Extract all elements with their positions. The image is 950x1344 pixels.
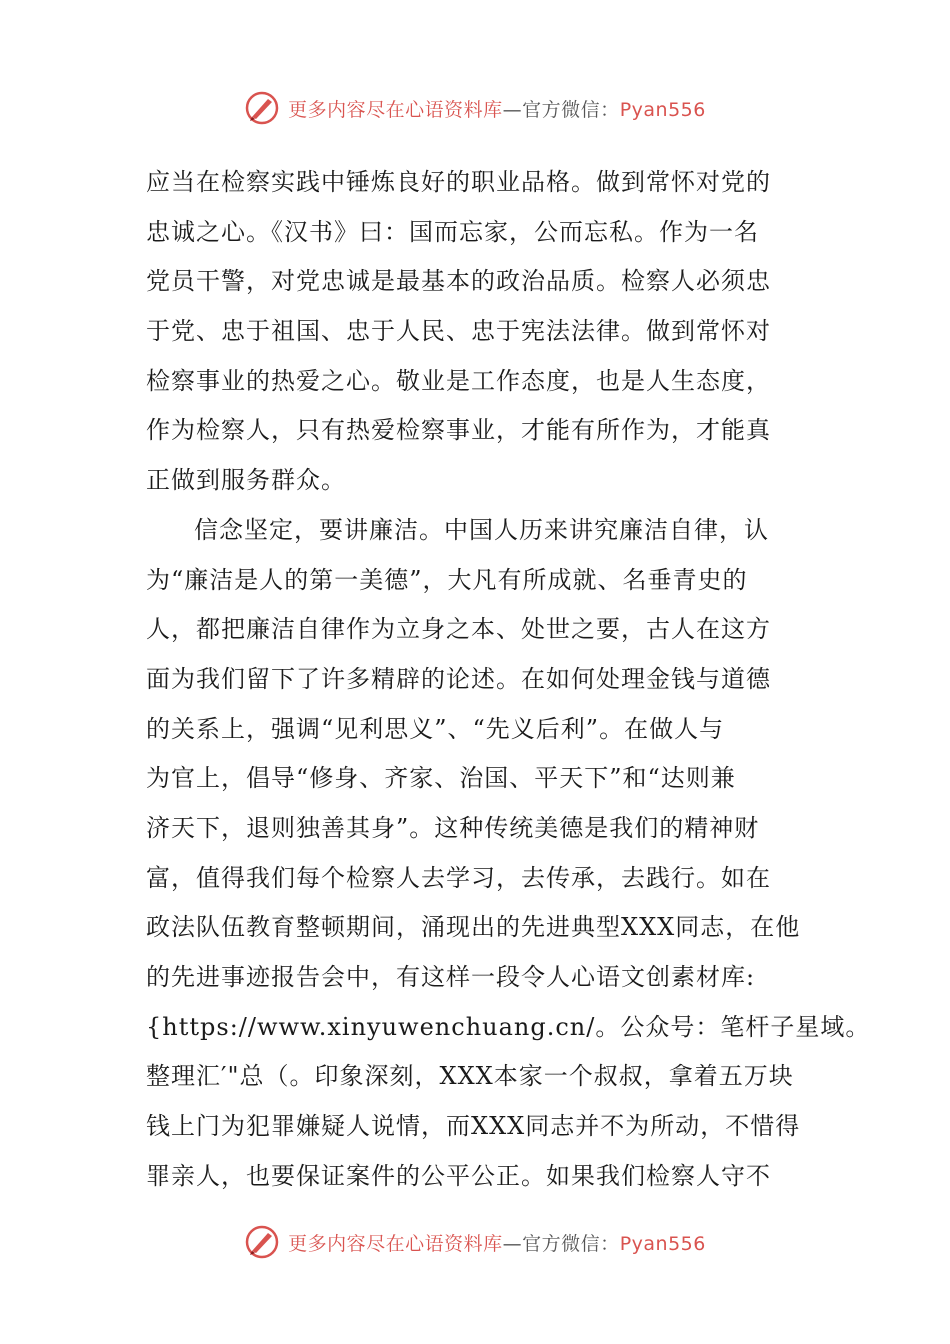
text-line: 作为检察人，只有热爱检察事业，才能有所作为，才能真 <box>146 416 771 445</box>
text-line: 正做到服务群众。 <box>146 466 346 495</box>
banner-wechat-id: Pyan556 <box>619 1232 706 1255</box>
text-line: 济天下，退则独善其身”。这种传统美德是我们的精神财 <box>146 813 760 842</box>
text-line: 的关系上，强调“见利思义”、“先义后利”。在做人与 <box>146 714 725 743</box>
header-banner <box>0 88 950 128</box>
pen-logo-icon <box>244 90 280 126</box>
banner-text <box>288 95 706 122</box>
banner-wechat-id: Pyan556 <box>619 98 706 121</box>
text-line: 政法队伍教育整顿期间，涌现出的先进典型XXX同志，在他 <box>146 913 801 942</box>
banner-dash: — <box>502 98 523 121</box>
banner-official-label: 官方微信： <box>522 1232 620 1255</box>
text-line: 检察事业的热爱之心。敬业是工作态度，也是人生态度， <box>146 366 771 395</box>
text-line: 于党、忠于祖国、忠于人民、忠于宪法法律。做到常怀对 <box>146 317 771 346</box>
text-line: 信念坚定，要讲廉洁。中国人历来讲究廉洁自律，认 <box>194 515 769 544</box>
footer-banner <box>0 1222 950 1262</box>
banner-official-label: 官方微信： <box>522 98 620 121</box>
banner-main-text: 更多内容尽在心语资料库 <box>288 98 503 121</box>
text-line: 的先进事迹报告会中，有这样一段令人心语文创素材库: <box>146 963 756 991</box>
text-line: 罪亲人，也要保证案件的公平公正。如果我们检察人守不 <box>146 1161 771 1190</box>
banner-main-text: 更多内容尽在心语资料库 <box>288 1232 503 1255</box>
text-line: 面为我们留下了许多精辟的论述。在如何处理金钱与道德 <box>146 664 771 693</box>
pen-logo-icon <box>244 1224 280 1260</box>
text-line: 为“廉洁是人的第一美德”，大凡有所成就、名垂青史的 <box>146 565 748 594</box>
document-body <box>146 158 871 1201</box>
text-line: 应当在检察实践中锤炼良好的职业品格。做到常怀对党的 <box>146 168 771 196</box>
text-line: 忠诚之心。《汉书》曰：国而忘家，公而忘私。作为一名 <box>146 217 759 246</box>
banner-dash: — <box>502 1232 523 1255</box>
text-line: 富，值得我们每个检察人去学习，去传承，去践行。如在 <box>146 863 771 892</box>
text-line: 人，都把廉洁自律作为立身之本、处世之要，古人在这方 <box>146 615 771 644</box>
text-line: 党员干警，对党忠诚是最基本的政治品质。检察人必须忠 <box>146 267 771 296</box>
text-line: 为官上，倡导“修身、齐家、治国、平天下”和“达则兼 <box>146 764 736 793</box>
text-line: 钱上门为犯罪嫌疑人说情，而XXX同志并不为所动，不惜得 <box>146 1112 801 1141</box>
text-line: 整理汇′"总（。印象深刻，XXX本家一个叔叔，拿着五万块 <box>146 1062 794 1091</box>
banner-text <box>288 1229 706 1256</box>
text-line: {https://www.xinyuwenchuang.cn/。公众号：笔杆子星域。 <box>146 1012 871 1041</box>
